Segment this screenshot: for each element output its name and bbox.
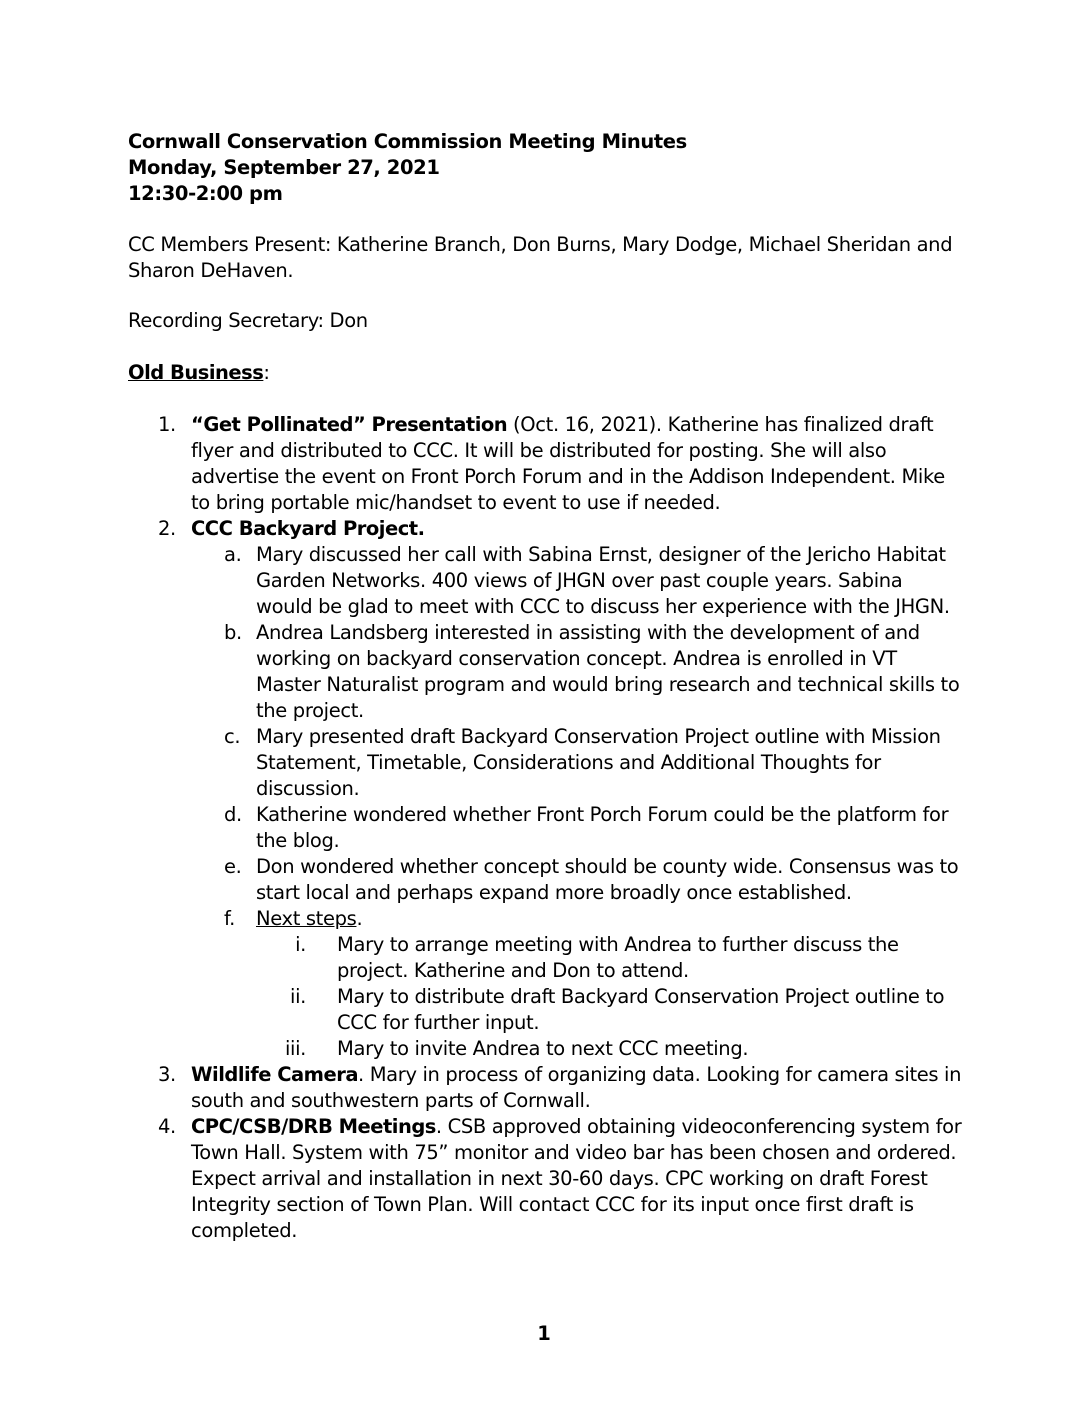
next-steps-label: Next steps — [256, 907, 357, 930]
item-title: CPC/CSB/DRB Meetings — [191, 1115, 436, 1138]
item-title: Wildlife Camera — [191, 1063, 358, 1086]
step-item — [128, 984, 964, 1036]
members-present: CC Members Present: Katherine Branch, Don Burns, Mary Dodge, Michael Sheridan and Sharon DeHaven. — [128, 233, 953, 282]
item-number: 2. — [158, 517, 176, 540]
meeting-date: Monday, September 27, 2021 — [128, 156, 440, 179]
sub-list-item — [128, 854, 964, 906]
old-business-label: Old Business — [128, 361, 264, 384]
list-item — [128, 516, 964, 542]
sub-list-item — [128, 802, 964, 854]
sub-item-letter: c. — [224, 725, 241, 748]
sub-list-item — [128, 620, 964, 724]
sub-list-item — [128, 724, 964, 802]
step-text: Mary to distribute draft Backyard Conservation Project outline to CCC for further input. — [337, 985, 945, 1034]
item-number: 3. — [158, 1063, 176, 1086]
page-number: 1 — [537, 1322, 551, 1345]
step-numeral: i. — [295, 933, 306, 956]
item-text: (Oct. 16, 2021). Katherine has finalized draft flyer and distributed to CCC. It will be distributed for posting. She will also advertise the event on Front Porch Forum and in the Addison Independent. Mike to bring portable mic/handset to event to use if needed. — [191, 413, 945, 514]
item-number: 4. — [158, 1115, 176, 1138]
old-business-list — [128, 412, 964, 1244]
item-text: . CSB approved obtaining videoconferencing system for Town Hall. System with 75” monitor and video bar has been chosen and ordered. Expect arrival and installation in next 30-60 days. CPC working on draft Forest Integrity section of Town Plan. Will contact CCC for its input once first draft is completed. — [191, 1115, 962, 1242]
old-business-heading: Old Business: — [128, 361, 270, 384]
item-title: “Get Pollinated” Presentation — [191, 413, 508, 436]
sub-item-letter: e. — [224, 855, 242, 878]
sub-item-letter: b. — [224, 621, 242, 644]
item-text: . Mary in process of organizing data. Looking for camera sites in south and southwestern parts of Cornwall. — [191, 1063, 962, 1112]
item-number: 1. — [158, 413, 176, 436]
sub-item-text: Katherine wondered whether Front Porch Forum could be the platform for the blog. — [256, 803, 949, 852]
sub-list-item — [128, 542, 964, 620]
sub-item-letter: a. — [224, 543, 242, 566]
item-title: CCC Backyard Project. — [191, 517, 425, 540]
step-item — [128, 1036, 964, 1062]
sub-item-text: Mary discussed her call with Sabina Ernst, designer of the Jericho Habitat Garden Networks. 400 views of JHGN over past couple years. Sabina would be glad to meet with CCC to discuss her experience with the JHGN. — [256, 543, 950, 618]
sub-list-item: f. Next steps. — [224, 907, 363, 930]
step-numeral: ii. — [290, 985, 306, 1008]
document-header — [128, 129, 964, 207]
step-numeral: iii. — [284, 1037, 306, 1060]
step-item — [128, 932, 964, 984]
recording-secretary: Recording Secretary: Don — [128, 309, 368, 332]
list-item — [128, 1114, 964, 1244]
minutes-body — [128, 129, 964, 1244]
sub-item-letter: f. — [224, 907, 235, 930]
list-item — [128, 1062, 964, 1114]
document-title: Cornwall Conservation Commission Meeting Minutes — [128, 130, 687, 153]
list-item — [128, 412, 964, 516]
step-text: Mary to invite Andrea to next CCC meeting. — [337, 1037, 749, 1060]
sub-item-text: Andrea Landsberg interested in assisting with the development of and working on backyard conservation concept. Andrea is enrolled in VT Master Naturalist program and would bring research and technical skills to the project. — [256, 621, 960, 722]
sub-item-letter: d. — [224, 803, 242, 826]
sub-item-text: Mary presented draft Backyard Conservation Project outline with Mission Statement, Timetable, Considerations and Additional Thoughts for discussion. — [256, 725, 941, 800]
sub-item-text: Don wondered whether concept should be county wide. Consensus was to start local and perhaps expand more broadly once established. — [256, 855, 959, 904]
step-text: Mary to arrange meeting with Andrea to further discuss the project. Katherine and Don to attend. — [337, 933, 899, 982]
meeting-time: 12:30-2:00 pm — [128, 182, 283, 205]
